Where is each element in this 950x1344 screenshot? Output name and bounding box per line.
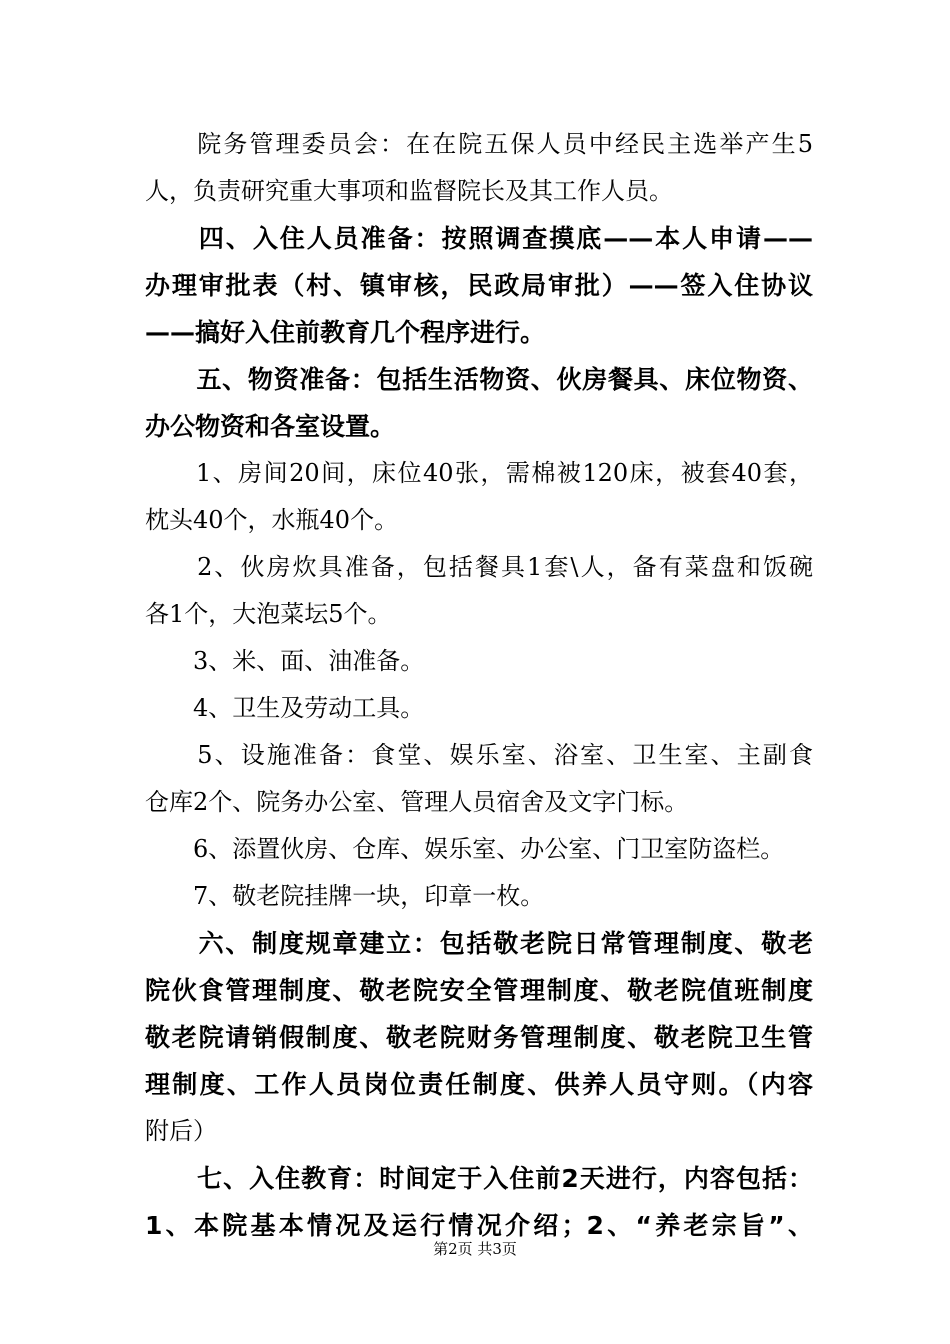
text-line: 六、制度规章建立：包括敬老院日常管理制度、敬老	[145, 929, 813, 958]
text-line: 7、敬老院挂牌一块，印章一枚。	[145, 882, 545, 910]
text-line: 1、房间20间，床位40张，需棉被120床，被套40套，	[145, 459, 813, 487]
text-line: 办公物资和各室设置。	[145, 412, 396, 441]
text-line: 仓库2个、院务办公室、管理人员宿舍及文字门标。	[145, 788, 689, 816]
page-footer: 第2页 共3页	[433, 1240, 517, 1258]
body-text	[145, 121, 813, 1249]
text-line: 各1个，大泡菜坛5个。	[145, 600, 392, 628]
text-line: 院务管理委员会：在在院五保人员中经民主选举产生5	[145, 130, 813, 158]
text-line: 2、伙房炊具准备，包括餐具1套\人，备有菜盘和饭碗	[145, 553, 813, 581]
text-line: 枕头40个，水瓶40个。	[145, 506, 399, 534]
text-line: 6、添置伙房、仓库、娱乐室、办公室、门卫室防盗栏。	[145, 835, 785, 863]
text-line: 理制度、工作人员岗位责任制度、供养人员守则。（内容	[145, 1070, 813, 1099]
text-line: 附后）	[145, 1117, 217, 1145]
text-line: 1、本院基本情况及运行情况介绍；2、“养老宗旨”、	[145, 1211, 813, 1240]
text-line: 5、设施准备：食堂、娱乐室、浴室、卫生室、主副食	[145, 741, 813, 769]
text-line: 人，负责研究重大事项和监督院长及其工作人员。	[145, 177, 673, 205]
text-line: 3、米、面、油准备。	[145, 647, 425, 675]
text-line: 院伙食管理制度、敬老院安全管理制度、敬老院值班制度	[145, 976, 813, 1005]
text-line: 敬老院请销假制度、敬老院财务管理制度、敬老院卫生管	[145, 1023, 813, 1052]
text-line: ——搞好入住前教育几个程序进行。	[145, 318, 546, 347]
text-line: 五、物资准备：包括生活物资、伙房餐具、床位物资、	[145, 365, 813, 394]
text-line: 4、卫生及劳动工具。	[145, 694, 425, 722]
text-line: 四、入住人员准备：按照调查摸底——本人申请——	[145, 224, 813, 253]
text-line: 七、入住教育：时间定于入住前2天进行，内容包括：	[145, 1164, 813, 1193]
text-line: 办理审批表（村、镇审核，民政局审批）——签入住协议	[145, 271, 813, 300]
